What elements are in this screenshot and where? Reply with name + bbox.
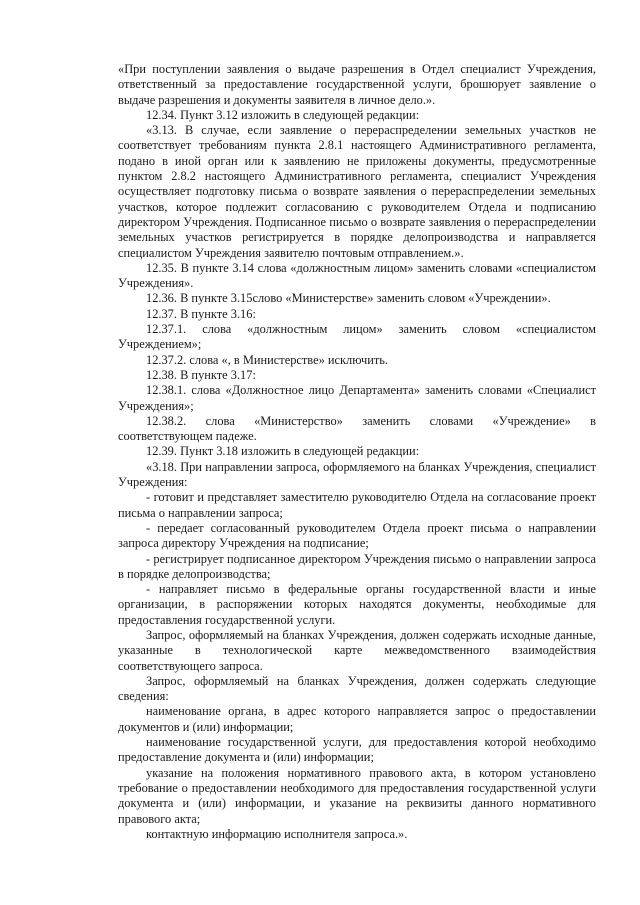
paragraph-1: «При поступлении заявления о выдаче разрешения в Отдел специалист Учреждения, ответственный за предоставление государственной услуги, брошюрует заявление о выдаче разрешения и документы заявителя в личное дело.».	[118, 62, 596, 107]
paragraph-5: 12.36. В пункте 3.15слово «Министерстве» заменить словом «Учреждении».	[146, 291, 551, 306]
paragraph-15: - передает согласованный руководителем Отдела проект письма о направлении запроса директору Учреждения на подписание;	[118, 520, 596, 551]
paragraph-7: 12.37.1. слова «должностным лицом» заменить словом «специалистом Учреждением»;	[118, 322, 596, 352]
paragraph-8: 12.37.2. слова «, в Министерстве» исключить.	[146, 352, 389, 367]
paragraph-22: указание на положения нормативного правового акта, в котором установлено требование о предоставлении необходимого для предоставления государственной услуги документа и (или) информации, и указание на реквизиты данного нормативного правового акта;	[118, 765, 596, 826]
paragraph-21: наименование государственной услуги, для предоставления которой необходимо предоставление документа и (или) информации;	[118, 735, 596, 765]
paragraph-14: - готовит и представляет заместителю руководителю Отдела на согласование проект письма о направлении запроса;	[118, 490, 596, 520]
paragraph-13: «3.18. При направлении запроса, оформляемого на бланках Учреждения, специалист Учреждения:	[118, 459, 596, 490]
paragraph-10: 12.38.1. слова «Должностное лицо Департамента» заменить словами «Специалист Учреждения»;	[118, 383, 596, 413]
paragraph-19: Запрос, оформляемый на бланках Учреждения, должен содержать следующие сведения:	[118, 673, 596, 704]
paragraph-6: 12.37. В пункте 3.16:	[146, 306, 256, 321]
paragraph-3: «3.13. В случае, если заявление о перераспределении земельных участков не соответствует требованиям пункта 2.8.1 настоящего Административного регламента, подано в иной орган или к заявлению не приложены документы, предусмотренные пунктом 2.8.2 настоящего Административного регламента, специалист Учреждения осуществляет подготовку письма о возврате заявления о перераспределении земельных участков, которое подлежит согласованию с руководителем Отдела и подписанию директором Учреждения. Подписанное письмо о возврате заявления о перераспределении земельных участков регистрируется в порядке делопроизводства и направляется специалистом Учреждения заявителю почтовым отправлением.».	[118, 123, 596, 260]
paragraph-11: 12.38.2. слова «Министерство» заменить словами «Учреждение» в соответствующем падеже.	[118, 413, 596, 444]
paragraph-18: Запрос, оформляемый на бланках Учреждения, должен содержать исходные данные, указанные в технологической карте межведомственного взаимодействия соответствующего запроса.	[118, 627, 596, 673]
paragraph-20: наименование органа, в адрес которого направляется запрос о предоставлении документов и (или) информации;	[118, 704, 596, 734]
paragraph-4: 12.35. В пункте 3.14 слова «должностным лицом» заменить словами «специалистом Учреждения».	[118, 260, 596, 291]
paragraph-17: - направляет письмо в федеральные органы государственной власти и иные организации, в распоряжении которых находятся документы, необходимые для предоставления государственной услуги.	[118, 582, 596, 627]
document-body	[118, 62, 596, 842]
paragraph-12: 12.39. Пункт 3.18 изложить в следующей редакции:	[146, 444, 420, 459]
paragraph-9: 12.38. В пункте 3.17:	[146, 367, 256, 382]
paragraph-23: контактную информацию исполнителя запроса.».	[146, 826, 408, 841]
paragraph-16: - регистрирует подписанное директором Учреждения письмо о направлении запроса в порядке делопроизводства;	[118, 551, 596, 581]
paragraph-2: 12.34. Пункт 3.12 изложить в следующей редакции:	[146, 107, 420, 122]
